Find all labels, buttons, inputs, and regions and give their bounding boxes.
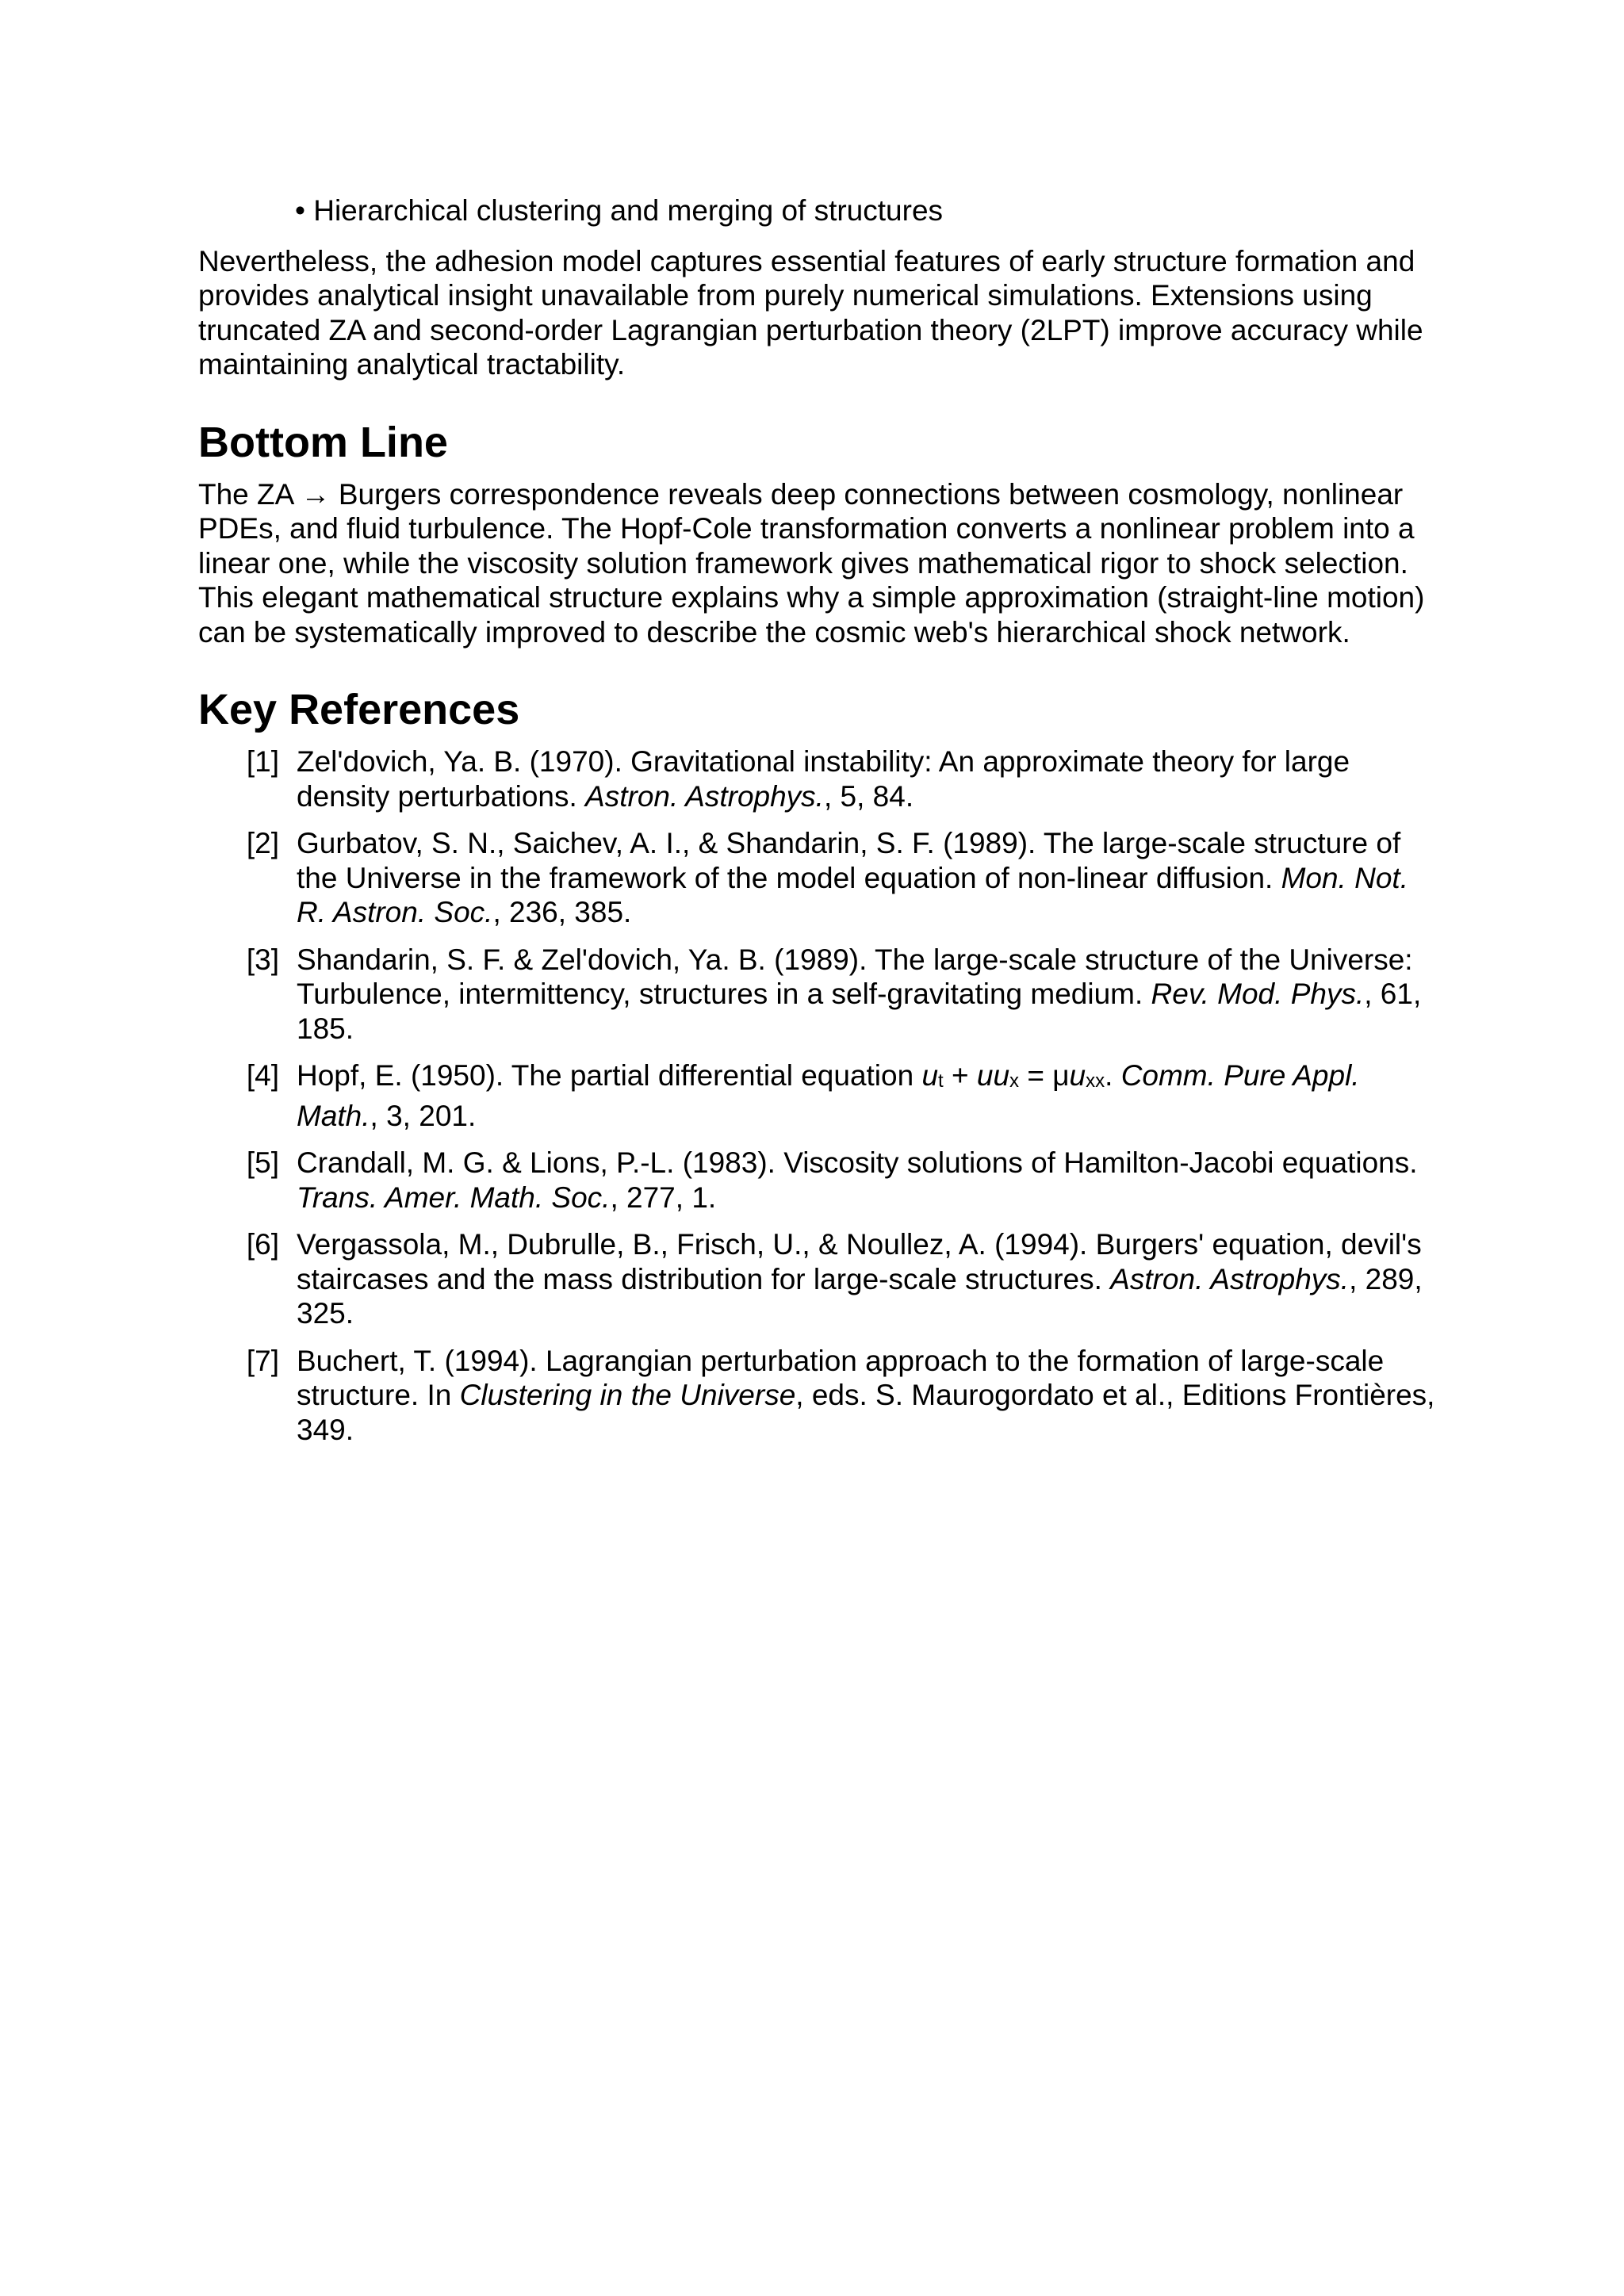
heading-bottom-line: Bottom Line [198, 418, 448, 466]
reference-number: [2] [246, 827, 279, 859]
reference-number: [5] [246, 1146, 279, 1179]
journal-name: Rev. Mod. Phys. [1151, 978, 1365, 1010]
journal-name: Comm. Pure Appl. Math. [297, 1059, 1360, 1132]
reference-text: Buchert, T. (1994). Lagrangian perturbation approach to the formation of large-scale structure. In Clustering in the Universe, eds. S. Maurogordato et al., Editions Frontières, 349. [297, 1344, 1435, 1446]
reference-text: Gurbatov, S. N., Saichev, A. I., & Shandarin, S. F. (1989). The large-scale structure of the Universe in the framework of the model equation of non-linear diffusion. Mon. Not. R. Astron. Soc., 236, 385. [297, 827, 1408, 928]
equation-subscript: xx [1086, 1070, 1105, 1092]
reference-item-3 [198, 943, 1435, 1047]
journal-name: Trans. Amer. Math. Soc. [297, 1181, 611, 1214]
reference-number: [3] [246, 943, 279, 976]
reference-number: [4] [246, 1059, 279, 1092]
equation-symbol: u [921, 1059, 939, 1092]
journal-name: Mon. Not. R. Astron. Soc. [297, 861, 1408, 928]
equation-subscript: t [938, 1070, 944, 1092]
reference-item-4 [198, 1058, 1435, 1133]
reference-text: Vergassola, M., Dubrulle, B., Frisch, U., & Noullez, A. (1994). Burgers' equation, devil's staircases and the mass distribution for large-scale structures. Astron. Astrophys., 289, 325. [297, 1228, 1423, 1330]
reference-item-6 [198, 1227, 1435, 1331]
journal-name: Astron. Astrophys. [585, 779, 824, 813]
reference-number: [6] [246, 1228, 279, 1261]
reference-item-7 [198, 1344, 1435, 1448]
bullet-item: • Hierarchical clustering and merging of structures [295, 194, 944, 227]
equation-symbol: uu [976, 1059, 1010, 1092]
reference-text: Crandall, M. G. & Lions, P.-L. (1983). Viscosity solutions of Hamilton-Jacobi equations. Trans. Amer. Math. Soc., 277, 1. [297, 1146, 1418, 1214]
reference-item-1 [198, 744, 1435, 813]
reference-text: Hopf, E. (1950). The partial differential equation ut + uux = μuxx. Comm. Pure Appl. Math., 3, 201. [297, 1059, 1360, 1132]
reference-text: Shandarin, S. F. & Zel'dovich, Ya. B. (1989). The large-scale structure of the Universe: Turbulence, intermittency, structures in a self-gravitating medium. Rev. Mod. Phys., 61, 185. [297, 943, 1422, 1045]
paragraph-adhesion: Nevertheless, the adhesion model captures essential features of early structure formation and provides analytical insight unavailable from purely numerical simulations. Extensions using truncated ZA and second-order Lagrangian perturbation theory (2LPT) improve accuracy while maintaining analytical tractability. [198, 244, 1423, 381]
reference-item-2 [198, 826, 1435, 930]
reference-item-5 [198, 1146, 1435, 1215]
book-title: Clustering in the Universe [459, 1379, 796, 1411]
reference-text: Zel'dovich, Ya. B. (1970). Gravitational instability: An approximate theory for large density perturbations. Astron. Astrophys., 5, 84. [297, 745, 1350, 813]
heading-key-references: Key References [198, 686, 520, 733]
document-page [198, 193, 1435, 1460]
reference-number: [7] [246, 1344, 279, 1377]
equation-subscript: x [1009, 1070, 1020, 1092]
reference-number: [1] [246, 745, 279, 778]
reference-list [198, 744, 1435, 1447]
equation-symbol: u [1069, 1059, 1086, 1092]
paragraph-bottom-line: The ZA → Burgers correspondence reveals deep connections between cosmology, nonlinear PDEs, and fluid turbulence. The Hopf-Cole transformation converts a nonlinear problem into a linear one, while the viscosity solution framework gives mathematical rigor to shock selection. This elegant mathematical structure explains why a simple approximation (straight-line motion) can be systematically improved to describe the cosmic web's hierarchical shock network. [198, 477, 1425, 649]
journal-name: Astron. Astrophys. [1110, 1262, 1350, 1295]
